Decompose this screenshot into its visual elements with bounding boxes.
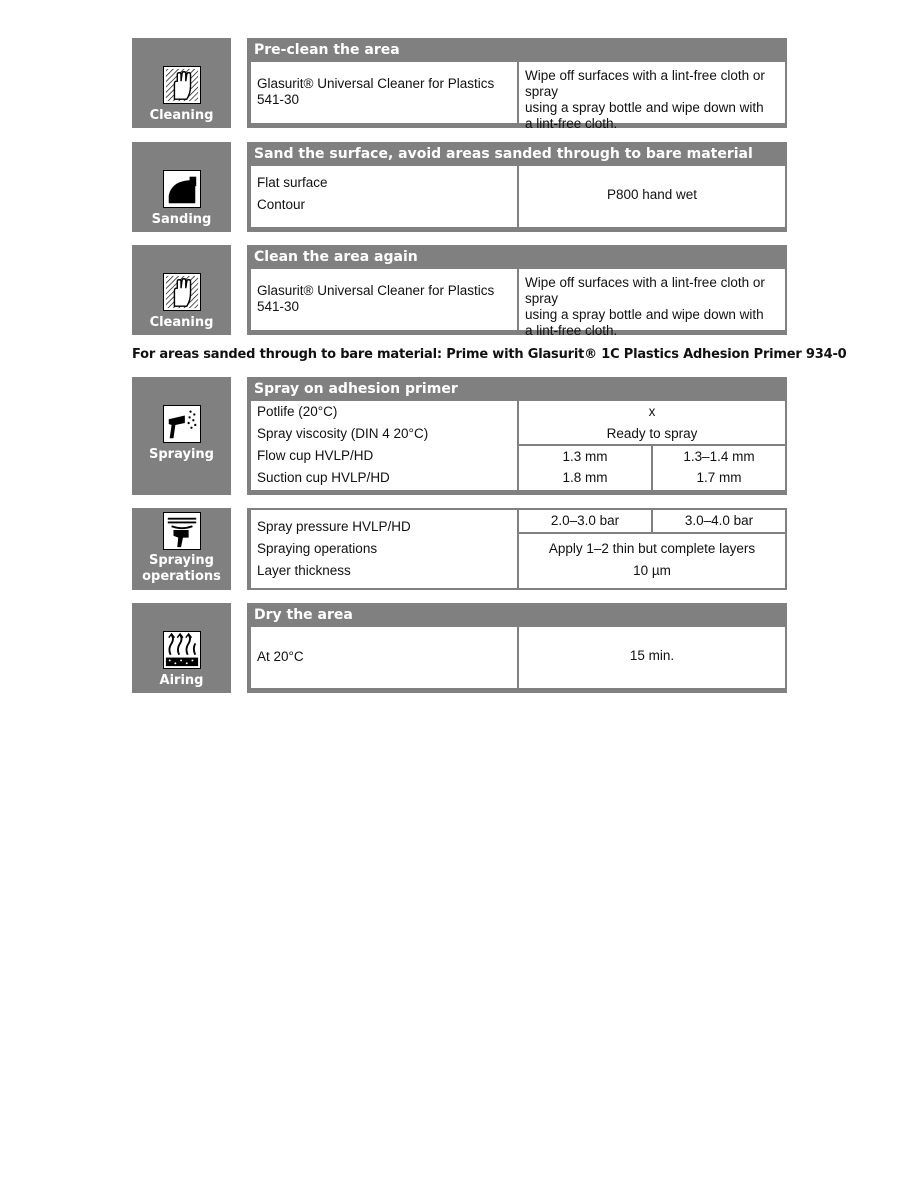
cleaning-hand-icon (163, 66, 201, 104)
instruction-cell: Wipe off surfaces with a lint-free cloth or spray using a spray bottle and wipe down with a lint-free cloth. (519, 269, 785, 330)
step-spraying-operations (247, 508, 787, 590)
icon-label: Cleaning (149, 108, 214, 123)
icon-label: operations (142, 569, 221, 584)
icon-label: Spraying (149, 447, 214, 462)
step-title: Sand the surface, avoid areas sanded through to bare material (254, 146, 753, 162)
step-dry (247, 603, 787, 693)
spraying-icon-box (132, 377, 231, 495)
airing-icon (163, 631, 201, 669)
cleaning-hand-icon (163, 273, 201, 311)
surface-cell: Flat surface Contour (251, 166, 517, 227)
abrasive-cell: P800 hand wet (519, 166, 785, 227)
icon-label: Airing (159, 673, 204, 688)
potlife-viscosity-cell: x Ready to spray (519, 401, 785, 444)
sanding-icon (163, 170, 201, 208)
airing-icon-box (132, 603, 231, 693)
cleaning-icon-box (132, 245, 231, 335)
step-spray-primer (247, 377, 787, 495)
step-title: Clean the area again (254, 249, 418, 265)
temperature-cell: At 20°C (251, 627, 517, 688)
icon-label: Sanding (151, 212, 212, 227)
parameters-cell: Spray pressure HVLP/HD Spraying operations Layer thickness (251, 510, 517, 588)
cleaning-icon-box (132, 38, 231, 128)
step-title: Dry the area (254, 607, 353, 623)
bare-material-note: For areas sanded through to bare material: Prime with Glasurit® 1C Plastics Adhesion Primer 934-0 (132, 347, 847, 362)
parameters-cell: Potlife (20°C) Spray viscosity (DIN 4 20°C) Flow cup HVLP/HD Suction cup HVLP/HD (251, 401, 517, 490)
sanding-icon-box (132, 142, 231, 232)
step-pre-clean (247, 38, 787, 131)
pressure-hd-cell: 3.0–4.0 bar (653, 510, 785, 532)
step-title: Pre-clean the area (254, 42, 400, 58)
layers-cell: Apply 1–2 thin but complete layers 10 µm (519, 534, 785, 588)
icon-label: Cleaning (149, 315, 214, 330)
pressure-hvlp-cell: 2.0–3.0 bar (519, 510, 651, 532)
instruction-cell: Wipe off surfaces with a lint-free cloth or spray using a spray bottle and wipe down with a lint-free cloth. (519, 62, 785, 123)
product-cell: Glasurit® Universal Cleaner for Plastics 541-30 (251, 62, 517, 123)
step-clean-again (247, 245, 787, 338)
spraying-operations-icon-box (132, 508, 231, 590)
drying-time-cell: 15 min. (519, 627, 785, 688)
icon-label: Spraying (149, 553, 214, 568)
spraying-operations-icon (163, 512, 201, 550)
hvlp-nozzle-cell: 1.3 mm 1.8 mm (519, 446, 651, 490)
step-title: Spray on adhesion primer (254, 381, 458, 397)
step-sanding (247, 142, 787, 232)
hd-nozzle-cell: 1.3–1.4 mm 1.7 mm (653, 446, 785, 490)
spray-gun-icon (163, 405, 201, 443)
product-cell: Glasurit® Universal Cleaner for Plastics 541-30 (251, 269, 517, 330)
